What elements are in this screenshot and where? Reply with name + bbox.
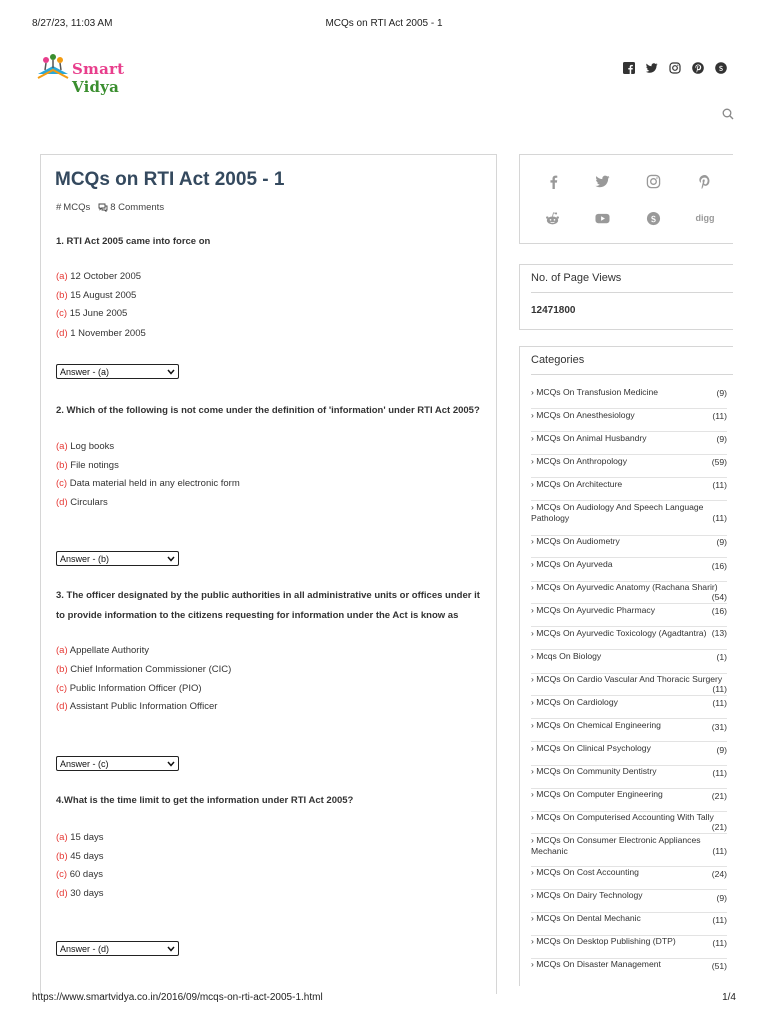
- category-item[interactable]: › MCQs On Cardiology (11): [531, 697, 727, 719]
- reddit-icon[interactable]: [543, 209, 561, 227]
- print-datetime: 8/27/23, 11:03 AM: [32, 18, 113, 29]
- category-item[interactable]: › MCQs On Ayurvedic Anatomy (Rachana Sharir) (54): [531, 582, 727, 602]
- comments-link[interactable]: [98, 202, 164, 213]
- pinterest-icon[interactable]: [691, 61, 705, 75]
- category-item[interactable]: › MCQs On Clinical Psychology (9): [531, 743, 727, 766]
- option-item: (c) 15 June 2005: [56, 308, 128, 319]
- option-item: (c) Public Information Officer (PIO): [56, 683, 202, 694]
- category-item[interactable]: › MCQs On Dairy Technology (9): [531, 890, 727, 913]
- article-meta: [56, 202, 164, 213]
- category-item[interactable]: › MCQs On Computerised Accounting With Tally (21): [531, 812, 727, 832]
- categories-widget: [519, 346, 733, 986]
- page-views-count: 12471800: [531, 305, 576, 316]
- digg-icon[interactable]: digg: [695, 213, 715, 223]
- question-text: 2. Which of the following is not come under the definition of 'information' under RTI Act 2005?: [56, 405, 480, 416]
- question-text: 3. The officer designated by the public authorities in all administrative units or offices under it to provide information to the citizens requesting for information under the Act is know as: [56, 590, 480, 621]
- youtube-icon[interactable]: [593, 209, 611, 227]
- category-label: MCQs: [63, 202, 91, 213]
- option-item: (a) 15 days: [56, 832, 104, 843]
- divider: [531, 292, 733, 293]
- category-link[interactable]: [56, 202, 90, 213]
- comments-label: 8 Comments: [110, 202, 165, 213]
- category-item[interactable]: › MCQs On Desktop Publishing (DTP) (11): [531, 936, 727, 959]
- option-item: (b) 15 August 2005: [56, 290, 137, 301]
- category-item[interactable]: › MCQs On Animal Husbandry (9): [531, 433, 727, 455]
- option-item: (c) Data material held in any electronic form: [56, 478, 240, 489]
- pinterest-icon[interactable]: [695, 172, 713, 190]
- hash-icon: #: [56, 202, 62, 213]
- category-item[interactable]: › MCQs On Computer Engineering (21): [531, 789, 727, 812]
- search-icon[interactable]: [722, 108, 734, 120]
- categories-title: Categories: [531, 354, 585, 366]
- answer-dropdown[interactable]: [56, 551, 179, 566]
- category-item[interactable]: › MCQs On Chemical Engineering (31): [531, 720, 727, 742]
- chevron-down-icon: [167, 761, 175, 767]
- comments-icon: [98, 203, 108, 212]
- answer-label: Answer - (c): [60, 758, 109, 769]
- logo-mark-icon: [36, 52, 70, 82]
- print-footer: [32, 992, 736, 1006]
- category-item[interactable]: › MCQs On Audiology And Speech Language Pathology (11): [531, 502, 727, 536]
- divider: [531, 374, 733, 375]
- sidebar-social-links: [519, 154, 733, 244]
- category-item[interactable]: › MCQs On Cost Accounting (24): [531, 867, 727, 890]
- category-item[interactable]: › MCQs On Anthropology (59): [531, 456, 727, 478]
- option-item: (b) 45 days: [56, 851, 104, 862]
- article-title: MCQs on RTI Act 2005 - 1: [55, 169, 285, 190]
- option-item: (d) 1 November 2005: [56, 328, 146, 339]
- option-item: (b) File notings: [56, 460, 119, 471]
- answer-dropdown[interactable]: [56, 756, 179, 771]
- print-header: [32, 18, 736, 32]
- option-item: (d) 30 days: [56, 888, 104, 899]
- print-doc-title: MCQs on RTI Act 2005 - 1: [325, 18, 443, 29]
- answer-label: Answer - (d): [60, 943, 110, 954]
- category-item[interactable]: › MCQs On Community Dentistry (11): [531, 766, 727, 789]
- category-item[interactable]: › MCQs On Dental Mechanic (11): [531, 913, 727, 936]
- category-item[interactable]: › MCQs On Audiometry (9): [531, 536, 727, 558]
- facebook-icon[interactable]: [622, 61, 636, 75]
- instagram-icon[interactable]: [668, 61, 682, 75]
- twitter-icon[interactable]: [645, 61, 659, 75]
- category-item[interactable]: › Mcqs On Biology (1): [531, 651, 727, 674]
- chevron-down-icon: [167, 369, 175, 375]
- option-item: (c) 60 days: [56, 869, 103, 880]
- option-item: (a) Log books: [56, 441, 115, 452]
- answer-label: Answer - (a): [60, 366, 110, 377]
- page-views-title: No. of Page Views: [531, 272, 622, 284]
- question-text: 1. RTI Act 2005 came into force on: [56, 236, 211, 247]
- page-views-widget: [519, 264, 733, 330]
- chevron-down-icon: [167, 556, 175, 562]
- option-item: (d) Assistant Public Information Officer: [56, 701, 218, 712]
- print-url: https://www.smartvidya.co.in/2016/09/mcqs-on-rti-act-2005-1.html: [32, 992, 323, 1003]
- twitter-icon[interactable]: [593, 172, 611, 190]
- category-item[interactable]: › MCQs On Ayurvedic Toxicology (Agadtantra) (13): [531, 628, 727, 650]
- category-item[interactable]: › MCQs On Architecture (11): [531, 479, 727, 501]
- category-item[interactable]: › MCQs On Ayurveda (16): [531, 559, 727, 582]
- answer-label: Answer - (b): [60, 553, 110, 564]
- category-item[interactable]: › MCQs On Disaster Management (51): [531, 959, 727, 971]
- category-item[interactable]: › MCQs On Cardio Vascular And Thoracic Surgery (11): [531, 674, 727, 694]
- instagram-icon[interactable]: [644, 172, 662, 190]
- facebook-icon[interactable]: [543, 172, 561, 190]
- answer-dropdown[interactable]: [56, 364, 179, 379]
- option-item: (b) Chief Information Commissioner (CIC): [56, 664, 232, 675]
- chevron-down-icon: [167, 946, 175, 952]
- category-item[interactable]: › MCQs On Transfusion Medicine (9): [531, 387, 727, 409]
- article-card: [40, 154, 497, 994]
- category-item[interactable]: › MCQs On Ayurvedic Pharmacy (16): [531, 605, 727, 627]
- category-item[interactable]: › MCQs On Consumer Electronic Appliances Mechanic (11): [531, 835, 727, 867]
- answer-dropdown[interactable]: [56, 941, 179, 956]
- skype-icon[interactable]: [644, 209, 662, 227]
- option-item: (a) Appellate Authority: [56, 645, 149, 656]
- option-item: (a) 12 October 2005: [56, 271, 142, 282]
- logo-text: Smart Vidya: [72, 60, 125, 96]
- option-item: (d) Circulars: [56, 497, 108, 508]
- question-text: 4.What is the time limit to get the information under RTI Act 2005?: [56, 795, 354, 806]
- print-page-number: 1/4: [722, 992, 736, 1003]
- category-item[interactable]: › MCQs On Anesthesiology (11): [531, 410, 727, 432]
- skype-icon[interactable]: [714, 61, 728, 75]
- site-logo[interactable]: [36, 52, 176, 96]
- header-social-links: [622, 61, 728, 75]
